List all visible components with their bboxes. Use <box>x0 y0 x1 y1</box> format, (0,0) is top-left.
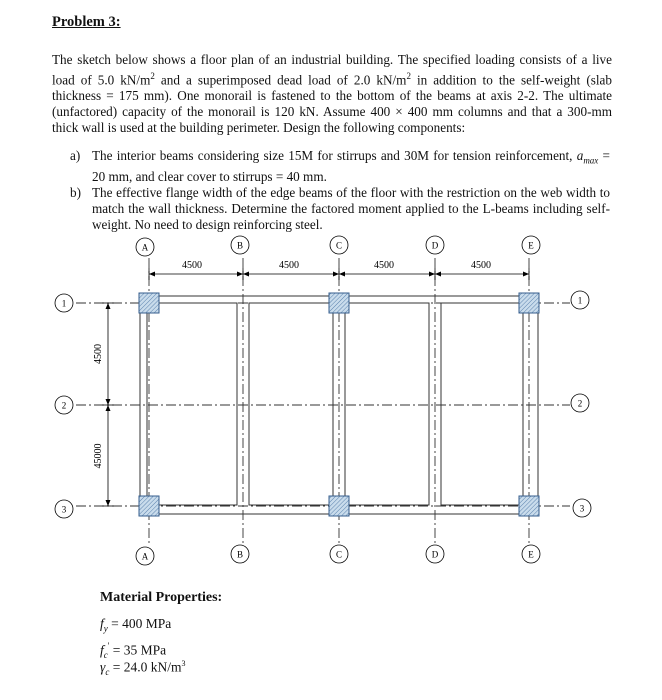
axis-label-E-top: E <box>528 240 534 251</box>
concrete-unit-weight: $\gamma_c = 24.0$ $kN/m^3$ <box>100 659 186 678</box>
column-C1 <box>329 293 349 313</box>
column-C3 <box>329 496 349 516</box>
problem-statement: The sketch below shows a floor plan of an industrial building. The specified loading consists of a live load of 5.0 $kN/m^2$ and a superimposed dead load of 2.0 $kN/m^2$ in addition to the self-weight (slab thickness = 175 mm). One monorail is fastened to the bottom of the beams at axis 2-2. The ultimate (unfactored) capacity of the monorail is 120 kN. Assume 400 × 400 mm columns and that a 300-mm thick wall is used at the building perimeter. Design the following components: <box>52 52 612 136</box>
axis-label-D-top: D <box>431 240 439 251</box>
axis-label-A-bottom: A <box>141 551 149 562</box>
yield-strength: $f_y = 400$ MPa <box>100 616 172 634</box>
axis-label-3-right: 3 <box>579 503 585 514</box>
axis-label-1-right: 1 <box>577 295 583 306</box>
span-dim-DE: 4500 <box>471 260 491 271</box>
axis-label-C-bottom: C <box>335 549 343 560</box>
span-dim-BC: 4500 <box>279 260 299 271</box>
task-item-b: b) The effective flange width of the edge beams of the floor with the restriction on the web width to match the wall thickness. Determine the factored moment applied to the L-beams including self-weight. No need to design reinforcing steel. <box>70 184 610 232</box>
axis-label-E-bottom: E <box>528 549 534 560</box>
column-E1 <box>519 293 539 313</box>
axis-label-2-right: 2 <box>577 398 583 409</box>
axis-label-D-bottom: D <box>431 549 439 560</box>
column-A3 <box>139 496 159 516</box>
axis-label-B-top: B <box>236 240 244 251</box>
left-axis-labels <box>62 299 67 515</box>
span-dim-AB: 4500 <box>182 260 202 271</box>
vert-dim-12: 4500 <box>93 344 104 364</box>
vert-dim-23: 45000 <box>93 443 104 469</box>
problem-title: Problem 3: <box>52 14 121 30</box>
axis-label-1-left: 1 <box>61 298 67 309</box>
vertical-dimensions <box>93 303 114 506</box>
concrete-strength: $f_c' = 35$ MPa <box>100 641 167 661</box>
axis-label-A-top: A <box>141 242 149 253</box>
span-dim-CD: 4500 <box>374 260 394 271</box>
task-item-a: a) The interior beams considering size 15M for stirrups and 30M for tension reinforcement, $a_{max} = 20$ mm, and clear cover to stirrups = 40 mm. <box>70 148 610 184</box>
column-E3 <box>519 496 539 516</box>
column-A1 <box>139 293 159 313</box>
axis-label-3-left: 3 <box>61 504 67 515</box>
material-properties-title: Material Properties: <box>100 590 223 605</box>
axis-label-C-top: C <box>335 240 343 251</box>
axis-label-2-left: 2 <box>61 400 67 411</box>
axis-label-B-bottom: B <box>236 549 244 560</box>
